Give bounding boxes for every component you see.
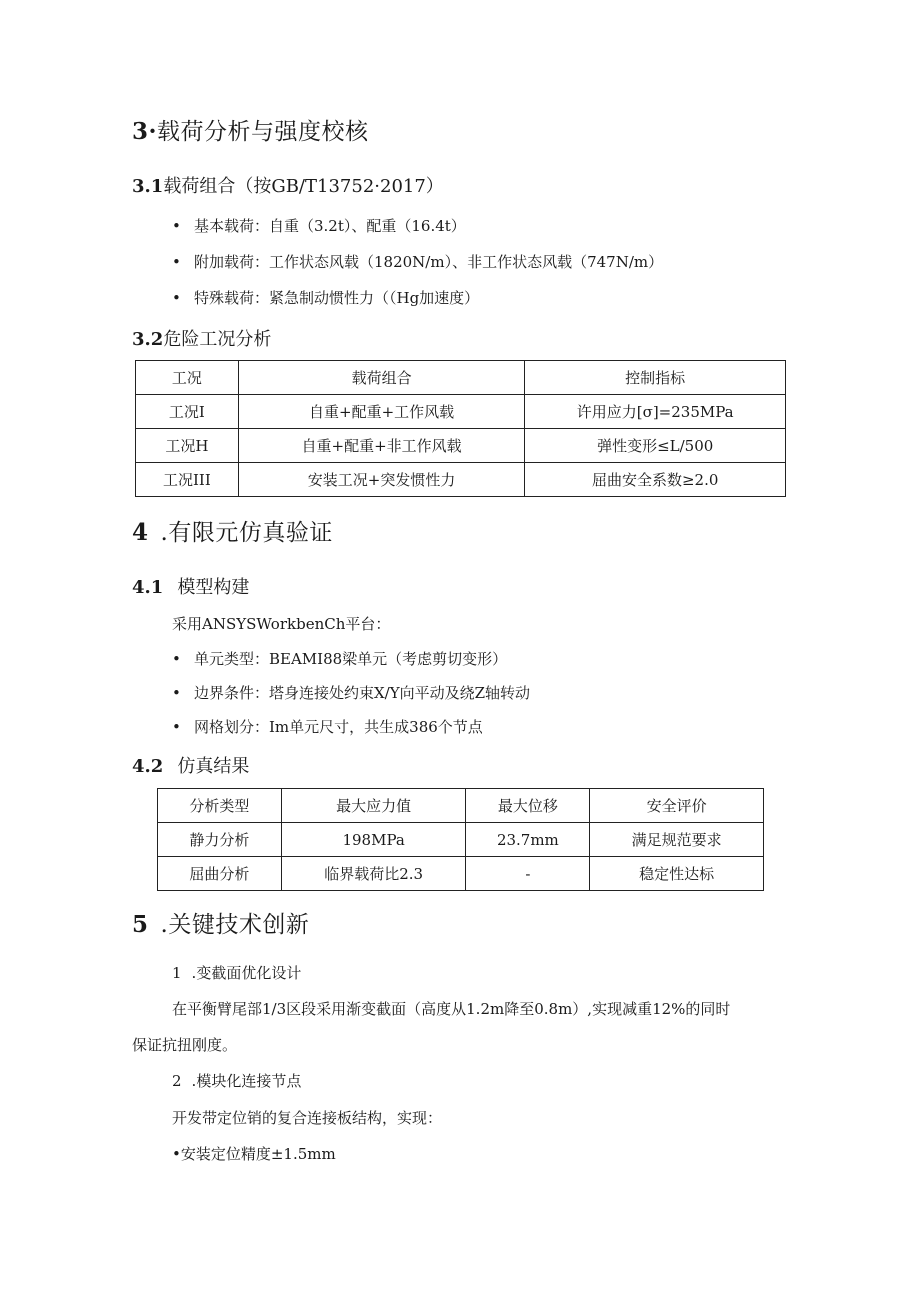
table-cell: 静力分析 xyxy=(158,823,282,857)
paragraph-line: 开发带定位销的复合连接板结构，实现： xyxy=(172,1109,443,1127)
table-cell: 自重+配重+非工作风载 xyxy=(238,429,525,463)
table-row xyxy=(158,823,764,857)
list-item-text: 特殊载荷：紧急制动惯性力（（Hg加速度） xyxy=(194,289,480,307)
table-header-row xyxy=(136,361,786,395)
table-header-cell: 控制指标 xyxy=(525,361,786,395)
subsection-title: 危险工况分析 xyxy=(163,329,272,350)
section-number: 4 xyxy=(132,519,149,546)
item-title: .模块化连接节点 xyxy=(191,1072,302,1090)
section-3-2-heading xyxy=(132,325,271,351)
bullet-icon: • xyxy=(172,684,181,702)
subsection-number: 3.2 xyxy=(132,329,164,350)
table-header-cell: 载荷组合 xyxy=(238,361,525,395)
table-cell: 屈曲安全系数≥2.0 xyxy=(525,463,786,497)
section-3-heading xyxy=(132,113,369,146)
table-header-cell: 分析类型 xyxy=(158,789,282,823)
table-cell: 自重+配重+工作风载 xyxy=(238,395,525,429)
hazard-conditions-table xyxy=(135,360,786,497)
section-number: 5 xyxy=(132,911,149,938)
list-item-text: 边界条件：塔身连接处约束X/Y向平动及绕Z轴转动 xyxy=(194,684,531,702)
list-item xyxy=(172,682,530,703)
table-cell: 弹性变形≤L/500 xyxy=(525,429,786,463)
item-number: 1 xyxy=(172,964,182,982)
section-4-heading xyxy=(132,514,333,547)
subsection-title: 仿真结果 xyxy=(177,756,250,777)
table-cell: 23.7mm xyxy=(466,823,590,857)
section-title: .有限元仿真验证 xyxy=(160,520,333,546)
list-item xyxy=(172,215,466,236)
table-cell: 工况I xyxy=(136,395,239,429)
section-title: 载荷分析与强度校核 xyxy=(157,119,369,145)
bullet-icon: • xyxy=(172,217,181,235)
paragraph-line: 保证抗扭刚度。 xyxy=(132,1036,238,1054)
list-item-text: 网格划分：Im单元尺寸，共生成386个节点 xyxy=(194,718,483,736)
table-header-cell: 最大位移 xyxy=(466,789,590,823)
numbered-item-heading xyxy=(172,962,301,983)
list-item xyxy=(172,287,479,308)
section-title: .关键技术创新 xyxy=(160,912,310,938)
table-cell: 临界载荷比2.3 xyxy=(281,857,466,891)
bullet-icon: • xyxy=(172,289,181,307)
table-header-row xyxy=(158,789,764,823)
list-item: •安装定位精度±1.5mm xyxy=(172,1145,336,1163)
subsection-title: 载荷组合（按GB/T13752·2017） xyxy=(163,176,444,197)
paragraph-line: 在平衡臂尾部1/3区段采用渐变截面（高度从1.2m降至0.8m）,实现减重12%的同时 xyxy=(172,1000,731,1018)
table-cell: 工况III xyxy=(136,463,239,497)
section-5-heading xyxy=(132,906,309,939)
bullet-icon: • xyxy=(172,650,181,668)
paragraph: 采用ANSYSWorkbenCh平台： xyxy=(172,615,391,633)
list-item-text: 附加载荷：工作状态风载（1820N/m）、非工作状态风载（747N/m） xyxy=(194,253,664,271)
bullet-icon: • xyxy=(172,253,181,271)
table-cell: 许用应力[σ]=235MPa xyxy=(525,395,786,429)
section-3-1-heading xyxy=(132,172,444,198)
table-row xyxy=(136,395,786,429)
item-title: .变截面优化设计 xyxy=(191,964,302,982)
subsection-title: 模型构建 xyxy=(177,577,250,598)
subsection-number: 4.2 xyxy=(132,756,164,777)
table-row xyxy=(136,463,786,497)
table-header-cell: 工况 xyxy=(136,361,239,395)
section-4-1-heading xyxy=(132,573,249,599)
table-cell: 屈曲分析 xyxy=(158,857,282,891)
table-cell: 安装工况+突发惯性力 xyxy=(238,463,525,497)
list-item-text: 基本载荷：自重（3.2t）、配重（16.4t） xyxy=(194,217,466,235)
subsection-number: 3.1 xyxy=(132,176,164,197)
list-item xyxy=(172,648,507,669)
list-item-text: 单元类型：BEAMI88梁单元（考虑剪切变形） xyxy=(194,650,508,668)
numbered-item-heading xyxy=(172,1070,301,1091)
bullet-icon: • xyxy=(172,718,181,736)
item-number: 2 xyxy=(172,1072,182,1090)
table-cell: 198MPa xyxy=(281,823,466,857)
table-cell: - xyxy=(466,857,590,891)
list-item xyxy=(172,716,483,737)
table-header-cell: 安全评价 xyxy=(590,789,764,823)
table-cell: 工况H xyxy=(136,429,239,463)
subsection-number: 4.1 xyxy=(132,577,164,598)
table-row xyxy=(158,857,764,891)
section-4-2-heading xyxy=(132,752,249,778)
table-row xyxy=(136,429,786,463)
table-cell: 满足规范要求 xyxy=(590,823,764,857)
simulation-results-table xyxy=(157,788,764,891)
table-cell: 稳定性达标 xyxy=(590,857,764,891)
list-item xyxy=(172,251,663,272)
section-number: 3· xyxy=(132,118,158,145)
table-header-cell: 最大应力值 xyxy=(281,789,466,823)
